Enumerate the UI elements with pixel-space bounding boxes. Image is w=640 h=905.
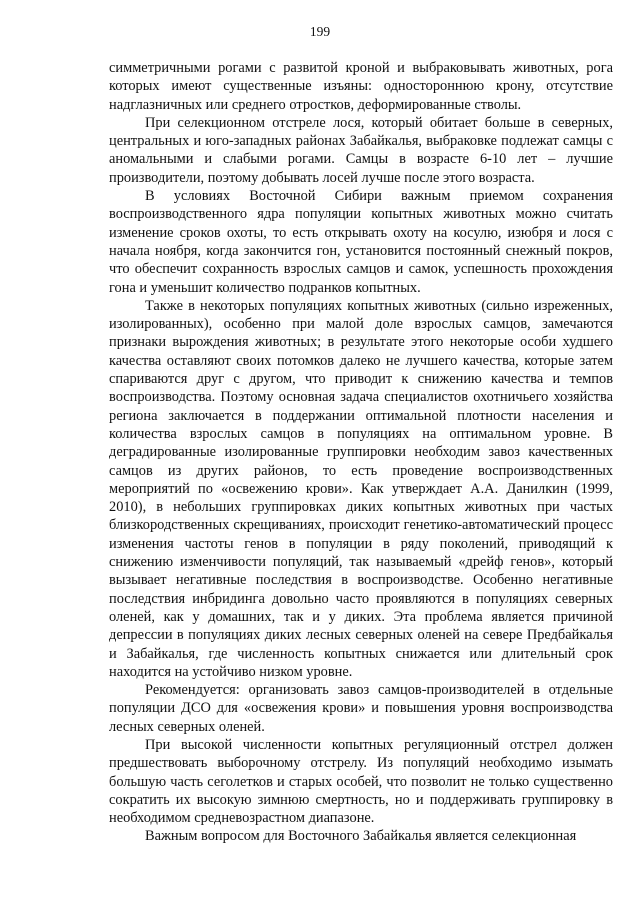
paragraph-degeneration: Также в некоторых популяциях копытных животных (сильно изреженных, изолированных), особенно при малой доле взрослых самцов, замечаются признаки вырождения животных; в результате этого некоторые особи худшего качества оставляют своих потомков далеко не лучшего качества, которые затем спариваются друг с другом, что приводит к снижению качества и темпов воспроизводства. Поэтому основная задача специалистов охотничьего хозяйства региона заключается в поддержании оптимальной плотности населения и количества взрослых самцов в популяциях на оптимальном уровне. В деградированные изолированные группировки необходим завоз качественных самцов из других районов, то есть проведение воспроизводственных мероприятий по «освежению крови». Как утверждает А.А. Данилкин (1999, 2010), в небольших группировках диких копытных животных при частых близкородственных скрещиваниях, происходит генетико-автоматический процесс изменения частоты генов в популяции в ряду поколений, приводящий к снижению изменчивости популяций, так называемый «дрейф генов», который вызывает негативные последствия в воспроизводстве. Особенно негативные последствия инбридинга довольно часто проявляются в популяциях северных оленей, как у домашних, так и у диких. Эта проблема является причиной депрессии в популяциях диких лесных северных оленей на севере Предбайкалья и Забайкалья, где численность копытных снижается или длительный срок находится на устойчиво низком уровне. [109,297,613,680]
paragraph-east-transbaikal: Важным вопросом для Восточного Забайкалья является селекционная [145,828,577,845]
page-number: 199 [309,24,331,39]
paragraph-recommendation: Рекомендуется: организовать завоз самцов-производителей в отдельные популяции ДСО для «освежения крови» и повышения уровня воспроизводства лесных северных оленей. [109,682,613,735]
paragraph-moose-selection: При селекционном отстреле лося, который обитает больше в северных, центральных и юго-западных районах Забайкалья, выбраковке подлежат самцы с аномальными и слабыми рогами. Самцы в возрасте 6-10 лет – лучшие производители, поэтому добывать лосей лучше после этого возраста. [109,114,613,186]
paragraph-hunting-season: В условиях Восточной Сибири важным приемом сохранения воспроизводственного ядра популяции копытных животных можно считать изменение сроков охоты, то есть открывать охоту на косулю, изюбря и лося с начала ноября, когда закончится гон, установится постоянный снежный покров, что обеспечит сохранность взрослых самцов и самок, успешность прохождения гона и уменьшит количество подранков копытных. [109,188,613,296]
paragraph-continuation: симметричными рогами с развитой кроной и выбраковывать животных, рога которых имеют существенные изъяны: одностороннюю крону, отсутствие надглазничных или среднего отростков, деформированные стволы. [109,60,613,113]
text-body [109,59,613,846]
paragraph-regulatory-culling: При высокой численности копытных регуляционный отстрел должен предшествовать выборочному отстрелу. Из популяций необходимо изымать большую часть сеголетков и старых особей, что позволит не только существенно сократить их высокую зимнюю смертность, но и поддерживать группировку в необходимом средневозрастном диапазоне. [109,736,613,827]
